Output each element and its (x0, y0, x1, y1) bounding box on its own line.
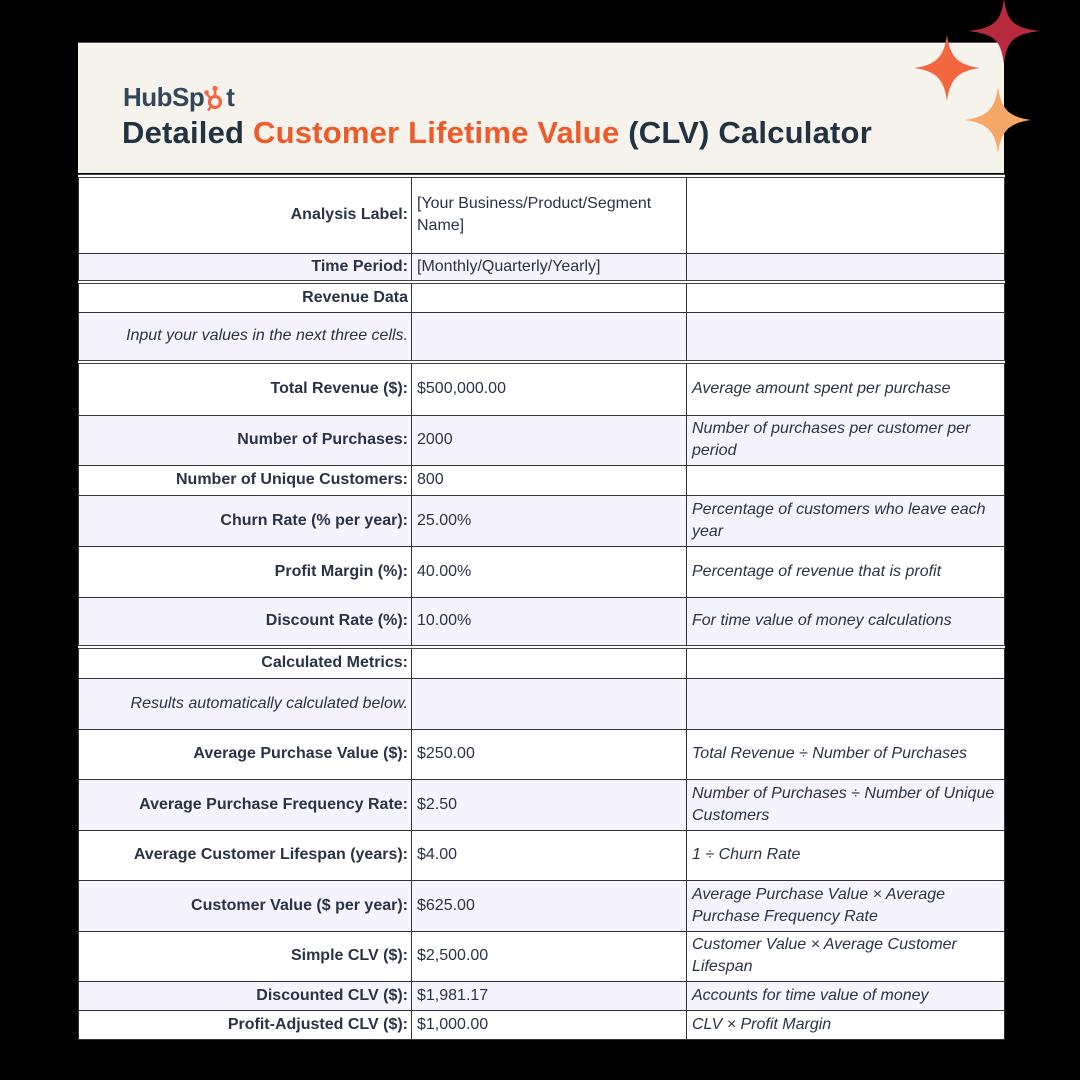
analysis-label-input[interactable]: [Your Business/Product/Segment Name] (412, 176, 687, 253)
table-row-customer-lifespan (79, 830, 1005, 880)
profit-adjusted-clv-result: $1,000.00 (412, 1010, 687, 1039)
table-row-time-period (79, 253, 1005, 282)
title-accent: Customer Lifetime Value (253, 115, 620, 150)
row-label: Total Revenue ($): (79, 362, 412, 415)
empty-cell (412, 282, 687, 312)
row-description: Percentage of customers who leave each year (687, 495, 1005, 546)
row-label: Customer Value ($ per year): (79, 880, 412, 931)
table-row-average-purchase-value (79, 729, 1005, 779)
section-note-revenue (79, 312, 1005, 362)
row-label: Number of Unique Customers: (79, 465, 412, 495)
churn-rate-input[interactable]: 25.00% (412, 495, 687, 546)
table-row-unique-customers (79, 465, 1005, 495)
row-description: For time value of money calculations (687, 597, 1005, 647)
row-description: Average amount spent per purchase (687, 362, 1005, 415)
average-purchase-value-result: $250.00 (412, 729, 687, 779)
simple-clv-result: $2,500.00 (412, 931, 687, 981)
row-label: Discounted CLV ($): (79, 981, 412, 1010)
table-row-discounted-clv (79, 981, 1005, 1010)
table-row-simple-clv (79, 931, 1005, 981)
section-note: Results automatically calculated below. (79, 678, 412, 729)
empty-cell (687, 647, 1005, 678)
row-label: Average Purchase Frequency Rate: (79, 779, 412, 830)
number-of-purchases-input[interactable]: 2000 (412, 415, 687, 465)
empty-cell (412, 678, 687, 729)
row-description (687, 465, 1005, 495)
table-row-analysis-label (79, 176, 1005, 253)
profit-margin-input[interactable]: 40.00% (412, 546, 687, 597)
row-description (687, 253, 1005, 282)
sprocket-icon (204, 84, 226, 112)
row-description: Accounts for time value of money (687, 981, 1005, 1010)
table-row-profit-adjusted-clv (79, 1010, 1005, 1039)
row-label: Average Customer Lifespan (years): (79, 830, 412, 880)
table-row-purchase-frequency (79, 779, 1005, 830)
brand-text-t: t (226, 82, 235, 112)
table-row-total-revenue (79, 362, 1005, 415)
customer-value-result: $625.00 (412, 880, 687, 931)
unique-customers-input[interactable]: 800 (412, 465, 687, 495)
empty-cell (687, 282, 1005, 312)
table-row-customer-value (79, 880, 1005, 931)
empty-cell (412, 647, 687, 678)
title-part2: (CLV) Calculator (619, 115, 872, 150)
row-description: Number of Purchases ÷ Number of Unique Customers (687, 779, 1005, 830)
row-description: Average Purchase Value × Average Purchase Frequency Rate (687, 880, 1005, 931)
row-description: 1 ÷ Churn Rate (687, 830, 1005, 880)
section-note-calculated (79, 678, 1005, 729)
row-description: Customer Value × Average Customer Lifespan (687, 931, 1005, 981)
row-description: Percentage of revenue that is profit (687, 546, 1005, 597)
row-label: Time Period: (79, 253, 412, 282)
empty-cell (687, 678, 1005, 729)
time-period-input[interactable]: [Monthly/Quarterly/Yearly] (412, 253, 687, 282)
row-label: Discount Rate (%): (79, 597, 412, 647)
row-description: CLV × Profit Margin (687, 1010, 1005, 1039)
discounted-clv-result: $1,981.17 (412, 981, 687, 1010)
row-description (687, 176, 1005, 253)
row-description: Total Revenue ÷ Number of Purchases (687, 729, 1005, 779)
table-row-discount-rate (79, 597, 1005, 647)
page-header (78, 42, 1004, 173)
row-label: Number of Purchases: (79, 415, 412, 465)
customer-lifespan-result: $4.00 (412, 830, 687, 880)
title-part1: Detailed (122, 115, 254, 150)
section-header-calculated-metrics (79, 647, 1005, 678)
empty-cell (687, 312, 1005, 362)
table-row-churn-rate (79, 495, 1005, 546)
row-label: Profit-Adjusted CLV ($): (79, 1010, 412, 1039)
table-row-number-of-purchases (79, 415, 1005, 465)
row-label: Average Purchase Value ($): (79, 729, 412, 779)
row-description: Number of purchases per customer per period (687, 415, 1005, 465)
section-heading: Revenue Data (79, 282, 412, 312)
sparkle-star-peach-icon (965, 87, 1031, 153)
clv-calculator-table (78, 174, 1005, 1040)
section-note: Input your values in the next three cells. (79, 312, 412, 362)
row-label: Profit Margin (%): (79, 546, 412, 597)
purchase-frequency-result: $2.50 (412, 779, 687, 830)
hubspot-logo (123, 84, 234, 110)
discount-rate-input[interactable]: 10.00% (412, 597, 687, 647)
row-label: Churn Rate (% per year): (79, 495, 412, 546)
row-label: Simple CLV ($): (79, 931, 412, 981)
section-header-revenue-data (79, 282, 1005, 312)
table-row-profit-margin (79, 546, 1005, 597)
brand-text-hubsp: HubSp (123, 82, 205, 112)
total-revenue-input[interactable]: $500,000.00 (412, 362, 687, 415)
section-heading: Calculated Metrics: (79, 647, 412, 678)
empty-cell (412, 312, 687, 362)
row-label: Analysis Label: (79, 176, 412, 253)
page-title (122, 115, 872, 151)
